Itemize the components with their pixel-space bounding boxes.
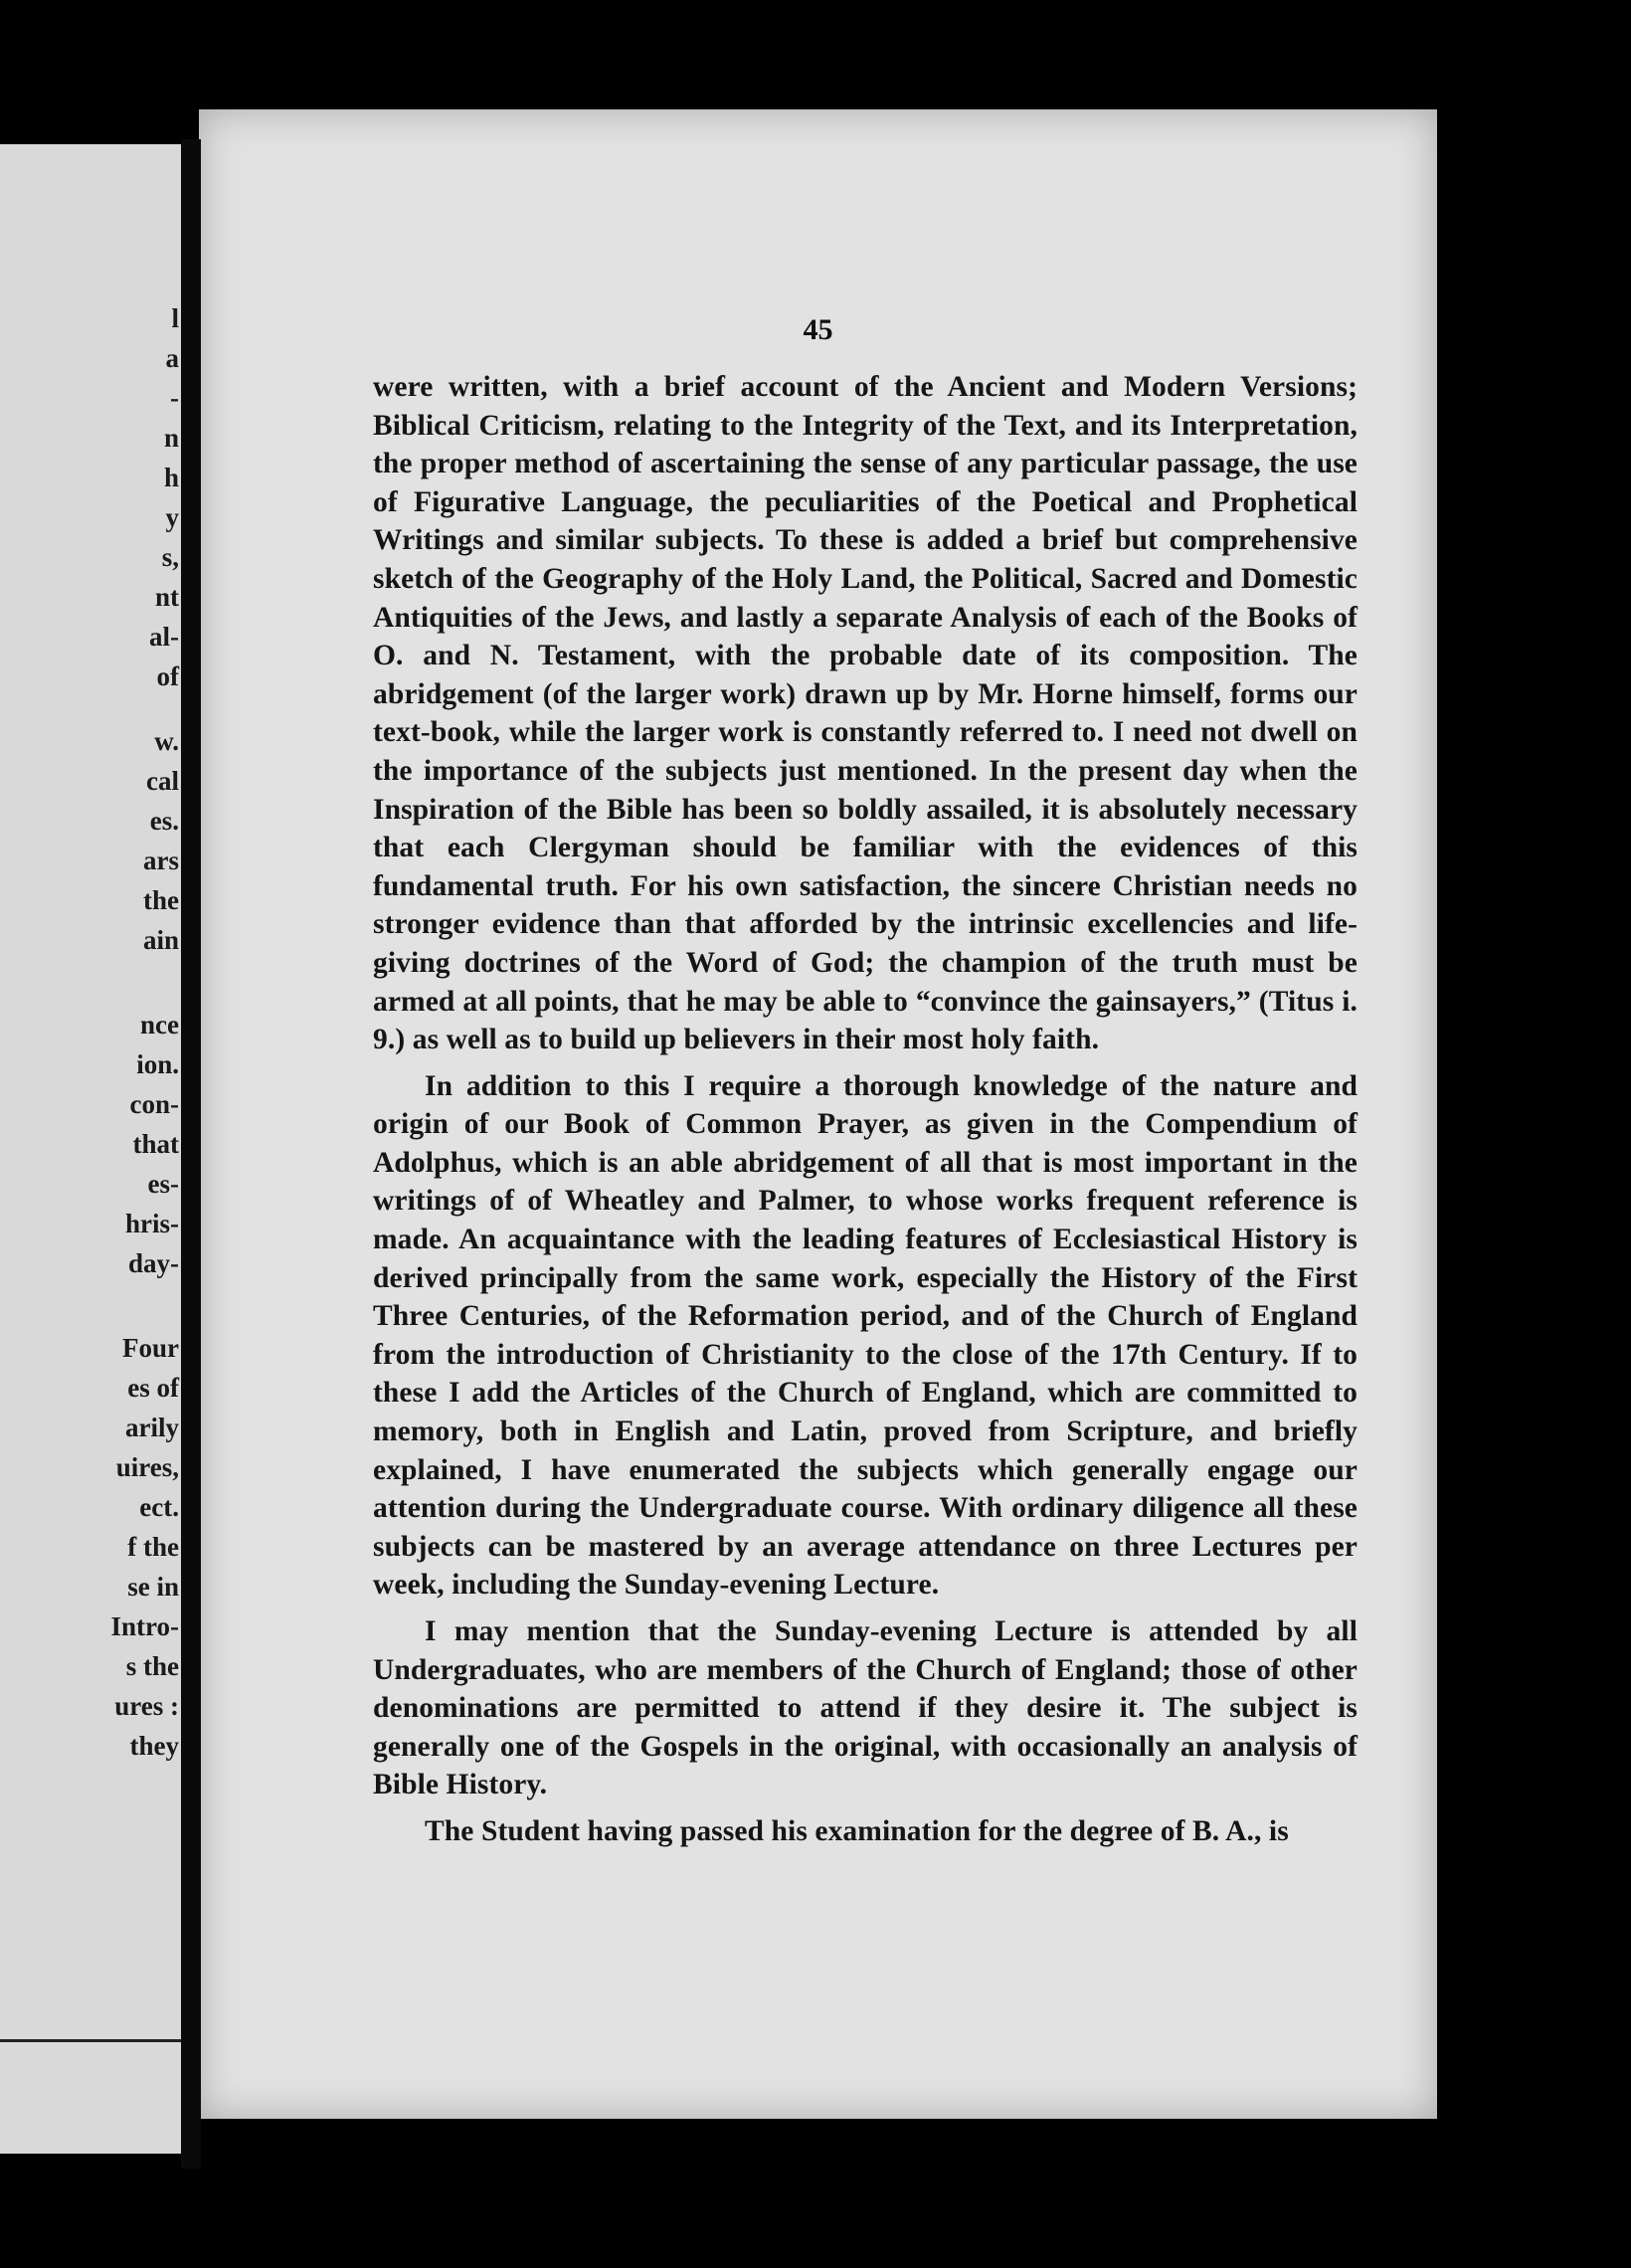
facing-page-fragment: es. xyxy=(149,806,179,836)
facing-page-fragment: ain xyxy=(142,925,179,955)
facing-page-fragment: ect. xyxy=(139,1492,179,1522)
facing-page-fragment: f the xyxy=(127,1532,179,1562)
facing-page-fragment: of xyxy=(156,662,179,691)
paragraph-prayer-book: In addition to this I require a thorough knowledge of the nature and origin of our Book of Common Prayer, as given in the Compendium of Adolphus, which is an able abridgement of all that is most important in the writings of of Wheatley and Palmer, to whose works frequent reference is made. An acquaintance with the leading features of Ecclesiastical History is derived principally from the same work, especially the History of the First Three Centuries, of the Reformation period, and of the Church of England from the introduction of Christianity to the close of the 17th Century. If to these I add the Articles of the Church of England, which are committed to memory, both in English and Latin, proved from Scripture, and briefly explained, I have enumerated the subjects which generally engage our attention during the Undergraduate course. With ordinary diligence all these subjects can be mastered by an average attendance on three Lectures per week, including the Sunday-evening Lecture. xyxy=(373,1069,1358,1602)
facing-page-fragment: ures : xyxy=(114,1691,179,1721)
facing-page-fragment: nce xyxy=(140,1010,179,1040)
facing-page-edge xyxy=(0,144,199,2154)
facing-page-fragment: al- xyxy=(149,622,179,652)
facing-page-fragment: es of xyxy=(127,1373,179,1403)
facing-page-fragment: s the xyxy=(125,1651,179,1681)
facing-page-fragment: cal xyxy=(146,766,179,796)
facing-page-fragment: con- xyxy=(129,1089,179,1119)
facing-page-rule xyxy=(0,2039,199,2042)
body-text xyxy=(373,368,1358,1851)
facing-page-fragment: arily xyxy=(125,1413,179,1442)
paragraph-ba-degree: The Student having passed his examination for the degree of B. A., is xyxy=(425,1814,1289,1847)
facing-page-fragment: - xyxy=(170,383,179,413)
facing-page-fragment: uires, xyxy=(115,1452,179,1482)
book-page xyxy=(199,109,1437,2119)
facing-page-fragment: l xyxy=(171,303,179,333)
facing-page-fragment: day- xyxy=(127,1248,179,1278)
facing-page-fragment: Intro- xyxy=(110,1611,179,1641)
facing-page-fragment: se in xyxy=(127,1572,179,1602)
facing-page-fragment: a xyxy=(165,343,179,373)
facing-page-fragment: Four xyxy=(122,1333,179,1363)
book-gutter xyxy=(181,139,201,2169)
facing-page-fragment: hris- xyxy=(125,1209,179,1238)
facing-page-fragment: nt xyxy=(154,582,179,612)
facing-page-fragment: y xyxy=(165,502,179,532)
paragraph-continued: were written, with a brief account of the Ancient and Modern Versions; Biblical Criticism, relating to the Integrity of the Text, and its Interpretation, the proper method of ascertaining the sense of any particular passage, the use of Figurative Language, the peculiarities of the Poetical and Prophetical Writings and similar subjects. To these is added a brief but comprehensive sketch of the Geography of the Holy Land, the Political, Sacred and Domestic Antiquities of the Jews, and lastly a separate Analysis of each of the Books of O. and N. Testament, with the probable date of its composition. The abridgement (of the larger work) drawn up by Mr. Horne himself, forms our text-book, while the larger work is constantly referred to. I need not dwell on the importance of the subjects just mentioned. In the present day when the Inspiration of the Bible has been so boldly assailed, it is absolutely necessary that each Clergyman should be familiar with the evidences of this fundamental truth. For his own satisfaction, the sincere Christian needs no stronger evidence than that afforded by the intrinsic excellencies and life-giving doctrines of the Word of God; the champion of the truth must be armed at all points, that he may be able to “convince the gainsayers,” (Titus i. 9.) as well as to build up believers in their most holy faith. xyxy=(373,371,1358,1056)
facing-page-fragment: the xyxy=(143,885,179,915)
facing-page-fragment: n xyxy=(163,423,179,453)
facing-page-fragment: that xyxy=(132,1129,179,1159)
facing-page-fragment: ion. xyxy=(136,1049,179,1079)
facing-page-fragment: h xyxy=(163,463,179,492)
facing-page-fragment: they xyxy=(129,1731,179,1761)
facing-page-fragment: s, xyxy=(161,542,179,572)
paragraph-sunday-lecture: I may mention that the Sunday-evening Lecture is attended by all Undergraduates, who are members of the Church of England; those of other denominations are permitted to attend if they desire it. The subject is generally one of the Gospels in the original, with occasionally an analysis of Bible History. xyxy=(373,1615,1358,1801)
page-number: 45 xyxy=(803,313,833,346)
facing-page-fragment: ars xyxy=(143,846,179,875)
facing-page-fragment: es- xyxy=(147,1169,179,1199)
facing-page-fragment: w. xyxy=(154,726,179,756)
